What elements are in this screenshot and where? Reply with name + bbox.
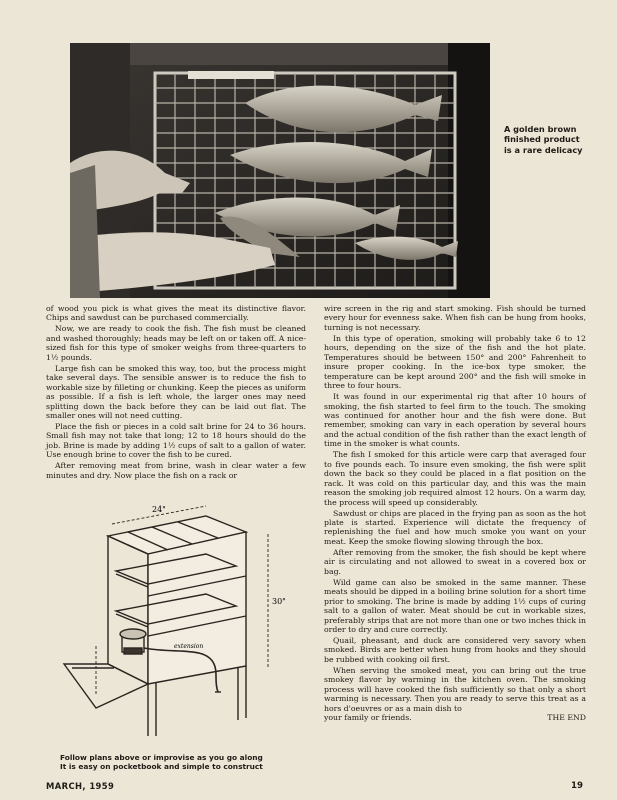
diagram-caption-line: Follow plans above or improvise as you go along: [60, 753, 263, 762]
paragraph: It was found in our experimental rig that after 10 hours of smoking, the fish started to feel firm to the touch. The smoking was continued for another hour and the fish were done. But remember, smoking can vary in each operation by several hours and the actual condition of the fish rather than the exact length of time in the smoker is what counts.: [324, 392, 586, 449]
photo-caption-line: is a rare delicacy: [504, 144, 583, 155]
left-column: [46, 304, 306, 482]
photo-caption: [504, 124, 608, 155]
closing-text: your family or friends.: [324, 713, 412, 723]
smoked-fish-photo: [70, 43, 490, 298]
cord-label: extension: [174, 643, 204, 650]
diagram-caption-line: It is easy on pocketbook and simple to construct: [60, 762, 263, 772]
smoker-plan-drawing: [56, 496, 308, 754]
the-end-mark: THE END: [547, 713, 586, 723]
dimension-height-label: 30": [272, 597, 286, 606]
paragraph: When serving the smoked meat, you can bring out the true smokey flavor by warming in the kitchen oven. The smoking process will have cooked the fish sufficiently so that only a short warming is necessary. Then you are ready to serve this treat as a hors d'oeuvres or as a main dish to: [324, 665, 586, 713]
paragraph: Now, we are ready to cook the fish. The fish must be cleaned and washed thoroughly; heads may be left on or taken off. A nice-sized fish for this type of smoker weighs from three-quarters to 1½ pounds.: [46, 324, 306, 362]
page-number: 19: [571, 781, 583, 791]
paragraph: Large fish can be smoked this way, too, but the process might take several days. The sensible answer is to reduce the fish to workable size by filleting or chunking. Keep the pieces as uniform as possible. If a fish is left whole, the larger ones may need splitting down the back before they can be laid out flat. The smaller ones will not need cutting.: [46, 363, 306, 420]
dimension-width-label: 24": [152, 505, 166, 514]
issue-date: MARCH, 1959: [46, 781, 115, 791]
paragraph: The fish I smoked for this article were carp that averaged four to five pounds each. To insure even smoking, the fish were split down the back so they could be placed in a flat position on the rack. It was cold on this particular day, and this was the main reason the smoking job required almost 12 hours. On a warm day, the process will speed up considerably.: [324, 450, 586, 507]
paragraph: Wild game can also be smoked in the same manner. These meats should be dipped in a boiling brine solution for a short time prior to smoking. The brine is made by adding 1½ cups of curing salt to a gallon of water. Meat should be cut in workable sizes, preferably strips that are not more than one or two inches thick in order to dry and cure correctly.: [324, 577, 586, 634]
diagram-caption: [60, 753, 320, 772]
paragraph: Quail, pheasant, and duck are considered very savory when smoked. Birds are better when hung from hooks and they should be rubbed with cooking oil first.: [324, 635, 586, 664]
smoker-plan-diagram: [56, 496, 308, 754]
paragraph: of wood you pick is what gives the meat its distinctive flavor. Chips and sawdust can be purchased commercially.: [46, 304, 306, 323]
photo-caption-line: A golden brown: [504, 124, 577, 134]
paragraph: In this type of operation, smoking will probably take 6 to 12 hours, depending on the size of the fish and the hot plate. Temperatures should be between 150° and 200° Fahrenheit to insure proper cooking. In the ice-box type smoker, the temperature can be kept around 200° and the fish will smoke in three to four hours.: [324, 333, 586, 391]
paragraph: Place the fish or pieces in a cold salt brine for 24 to 36 hours. Small fish may not take that long; 12 to 18 hours should do the job. Brine is made by adding 1½ cups of salt to a gallon of water. Use enough brine to cover the fish to be cured.: [46, 421, 306, 460]
photo-caption-line: finished product: [504, 134, 580, 145]
closing-line: [324, 713, 586, 722]
paragraph: After removing meat from brine, wash in clear water a few minutes and dry. Now place the fish on a rack or: [46, 461, 306, 480]
photo-illustration: [70, 43, 490, 298]
paragraph: Sawdust or chips are placed in the frying pan as soon as the hot plate is started. Experience will dictate the frequency of replenishing the fuel and how much smoke you want on your meat. Keep the smoke flowing slowing through the box.: [324, 508, 586, 546]
paragraph: wire screen in the rig and start smoking. Fish should be turned every hour for evenness sake. When fish can be hung from hooks, turning is not necessary.: [324, 304, 586, 332]
right-column: [324, 304, 586, 722]
paragraph: After removing from the smoker, the fish should be kept where air is circulating and not allowed to sweat in a covered box or bag.: [324, 547, 586, 576]
